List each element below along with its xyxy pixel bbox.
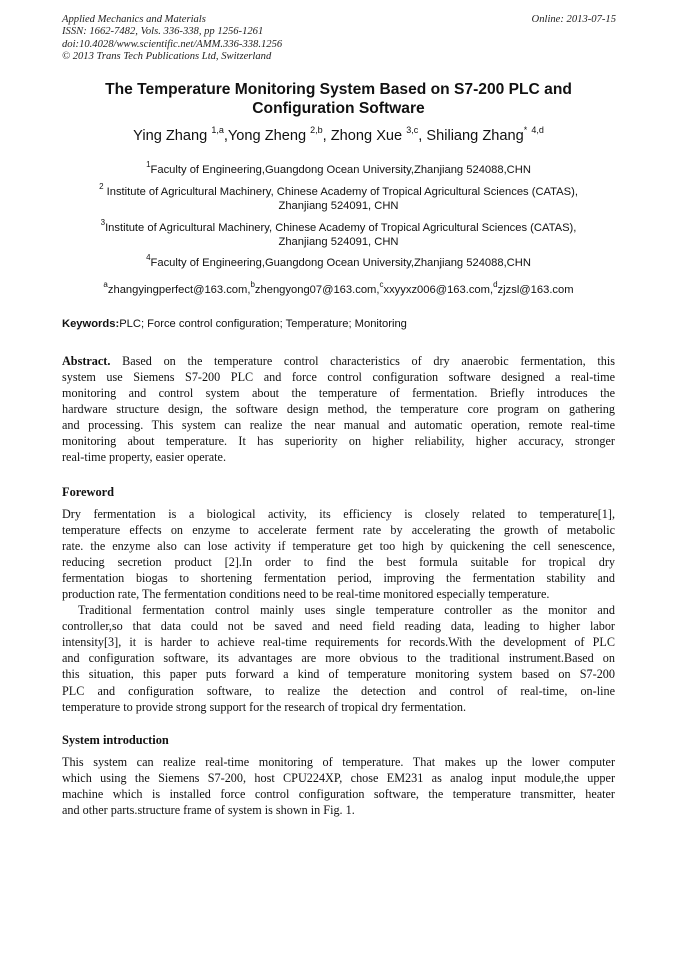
foreword-line: this situation, this paper puts forward a kind of temperature monitoring system based on S7-200 (62, 667, 615, 682)
doi-line[interactable]: doi:10.4028/www.scientific.net/AMM.336-338.1256 (62, 38, 283, 50)
email-list (62, 280, 615, 296)
abstract-line: system use Siemens S7-200 PLC and force control configuration software designed a real-time (62, 370, 615, 385)
foreword-line: fermentation biogas to shortening fermentation period, improving the fermentation stability and (62, 571, 615, 586)
foreword-line: reducing secretion product [2].In order to find the best formula suitable for tropical dry (62, 555, 615, 570)
foreword-line: production rate, The fermentation conditions need to be real-time monitored especially temperature. (62, 587, 550, 602)
email-sup: b (250, 280, 255, 289)
foreword-line: temperature effects on enzyme to accelerate ferment rate by accelerating the growth of metabolic (62, 523, 615, 538)
foreword-line: controller,so that data could not be saved and need field reading data, leading to higher labor (62, 619, 615, 634)
system-intro-line: which using the Siemens S7-200, host CPU224XP, chose EM231 as analog input module,the upper (62, 771, 615, 786)
corresponding-star: * (523, 125, 528, 135)
affiliation-2 (62, 182, 615, 213)
author-name: ,Yong Zheng (223, 128, 311, 144)
title-line-2: Configuration Software (252, 100, 425, 117)
journal-header (62, 14, 282, 64)
copyright-line: © 2013 Trans Tech Publications Ltd, Switzerland (62, 51, 272, 63)
author-name: , Shiliang Zhang (418, 128, 524, 144)
keywords-line (62, 318, 407, 330)
journal-name: Applied Mechanics and Materials (62, 14, 206, 25)
email-address[interactable]: zhengyong07@163.com, (254, 284, 380, 296)
abstract-paragraph (62, 353, 615, 465)
foreword-line: Dry fermentation is a biological activity, its efficiency is closely related to temperature[1], (62, 507, 615, 521)
affiliation-text: Faculty of Engineering,Guangdong Ocean University,Zhanjiang 524088,CHN (150, 257, 531, 269)
affiliation-1 (62, 160, 615, 177)
affiliation-text: Institute of Agricultural Machinery, Chinese Academy of Tropical Agricultural Sciences (CATAS), (103, 186, 578, 198)
issn-line: ISSN: 1662-7482, Vols. 336-338, pp 1256-1261 (62, 26, 264, 38)
foreword-line: PLC and configuration software, to realize the detection and control of real-time, on-line (62, 683, 615, 698)
foreword-line: intensity[3], it is harder to achieve real-time requirements for records.With the development of PLC (62, 635, 615, 650)
email-sup: a (103, 280, 108, 289)
affiliation-number: 4 (146, 253, 151, 262)
keywords-text: PLC; Force control configuration; Temperature; Monitoring (119, 318, 407, 330)
abstract-line: monitoring and control system about the temperature of fermentation. Briefly introduces the (62, 386, 615, 401)
email-sup: c (379, 280, 384, 289)
email-address[interactable]: zjzsl@163.com (497, 284, 574, 296)
abstract-line: Based on the temperature control characteristics of dry anaerobic fermentation, this (110, 354, 615, 368)
author-affil-sup: 2,b (310, 125, 323, 135)
author-affil-sup: 4,d (531, 125, 544, 135)
email-sup: d (493, 280, 498, 289)
abstract-label: Abstract. (62, 354, 111, 368)
section-heading-system-introduction: System introduction (62, 733, 169, 747)
system-intro-line: This system can realize real-time monitoring of temperature. That makes up the lower computer (62, 755, 615, 769)
affiliation-number: 1 (146, 160, 151, 169)
system-intro-paragraph (62, 754, 615, 818)
author-list (62, 125, 615, 144)
system-intro-line: and other parts.structure frame of system is shown in Fig. 1. (62, 803, 355, 818)
affiliation-4 (62, 253, 615, 270)
author-affil-sup: 1,a (211, 125, 224, 135)
foreword-paragraph (62, 506, 615, 715)
title-line-1: The Temperature Monitoring System Based on S7-200 PLC and (105, 81, 572, 98)
section-heading-foreword: Foreword (62, 485, 115, 499)
abstract-line: real-time property, easier operate. (62, 450, 226, 465)
abstract-line: monitoring about temperature. It has superiority on higher reliability, higher accuracy, stronger (62, 434, 615, 449)
keywords-label: Keywords: (62, 318, 120, 330)
author-name: , Zhong Xue (322, 128, 407, 144)
abstract-line: hardware structure design, the software design method, the temperature core program on gathering (62, 402, 615, 417)
affiliation-text: Institute of Agricultural Machinery, Chinese Academy of Tropical Agricultural Sciences (CATAS), (105, 222, 577, 234)
affiliation-3 (62, 218, 615, 249)
author-affil-sup: 3,c (406, 125, 419, 135)
paper-title (62, 80, 615, 118)
email-address[interactable]: zhangyingperfect@163.com, (107, 284, 251, 296)
foreword-line: temperature to provide strong support for the research of tropical dry fermentation. (62, 699, 467, 714)
email-address[interactable]: xxyyxz006@163.com, (383, 284, 494, 296)
author-name: Ying Zhang (133, 128, 212, 144)
affiliation-text: Faculty of Engineering,Guangdong Ocean University,Zhanjiang 524088,CHN (150, 164, 531, 176)
online-date: Online: 2013-07-15 (531, 14, 616, 25)
foreword-line: rate. the enzyme also can lose activity if temperature get too high by quickening the cell senescence, (62, 539, 615, 554)
affiliation-text: Zhanjiang 524091, CHN (278, 200, 399, 212)
affiliation-number: 2 (99, 182, 104, 191)
system-intro-line: machine which is installed force control configuration software, the temperature transmitter, heater (62, 787, 615, 802)
affiliation-number: 3 (100, 218, 106, 227)
abstract-line: and processing. This system can realize the near manual and automatic operation, remote real-time (62, 418, 615, 433)
foreword-line: and configuration software, its advantages are more obvious to the traditional instrument.Based on (62, 651, 615, 666)
foreword-line: Traditional fermentation control mainly uses single temperature controller as the monitor and (78, 603, 615, 618)
affiliation-text: Zhanjiang 524091, CHN (278, 236, 399, 248)
